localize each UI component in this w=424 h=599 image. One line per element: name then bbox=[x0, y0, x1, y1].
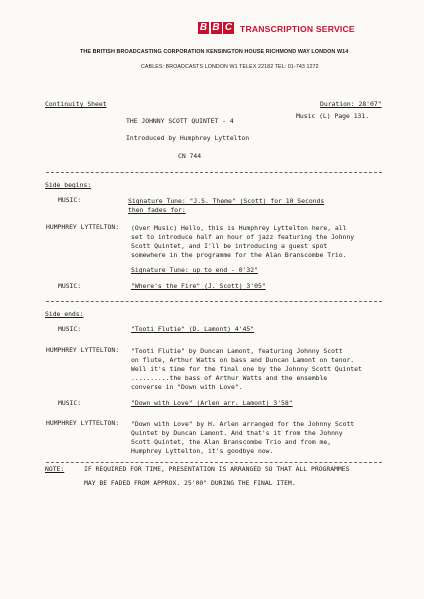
divider bbox=[46, 172, 382, 173]
bbc-logo-letter: B bbox=[212, 22, 220, 33]
bbc-logo-letter: C bbox=[224, 22, 233, 33]
duration: Duration: 28'07" bbox=[320, 100, 382, 108]
cue-text: "Where's the Fire" (J. Scott) 3'05" bbox=[131, 282, 266, 290]
cue-text: "Tooti Flutie" (D. Lamont) 4'45" bbox=[131, 325, 255, 333]
introduced-by: Introduced by Humphrey Lyttelton bbox=[126, 134, 250, 142]
music-page: Music (L) Page 131. bbox=[296, 112, 370, 120]
bbc-logo-letter: B bbox=[199, 22, 208, 33]
cue-text: Signature Tune: "J.S. Theme" (Scott) for 10 Seconds then fades for: bbox=[128, 197, 325, 214]
speaker-label: HUMPHREY LYTTELTON: bbox=[46, 346, 120, 354]
speaker-label: MUSIC: bbox=[58, 399, 82, 407]
cue-text: (Over Music) Hello, this is Humphrey Lyttelton here, all set to introduce half an hour of jazz featuring the Johnny Scott Quintet, and I'll be introducing a guest spot somewhere in the programme for the Alan Branscombe Trio. bbox=[131, 224, 355, 259]
cn-number: CN 744 bbox=[178, 152, 202, 160]
speaker-label: MUSIC: bbox=[58, 282, 82, 290]
programme-title: THE JOHNNY SCOTT QUINTET - 4 bbox=[126, 117, 234, 125]
divider bbox=[46, 301, 382, 302]
side-begins-heading: Side begins: bbox=[45, 181, 92, 189]
continuity-sheet-label: Continuity Sheet bbox=[45, 100, 107, 108]
cue-text: Signature Tune: up to end - 0'32" bbox=[131, 266, 258, 274]
cue-text: "Tooti Flutie" by Duncan Lamont, featuring Johnny Scott on flute, Arthur Watts on bass and Duncan Lamont on tenor. Well it's time for the final one by the Johnny Scott Quintet ..........the bass of Arthur Watts and the ensemble converse in "Down with Love". bbox=[131, 347, 362, 391]
divider bbox=[46, 462, 382, 463]
speaker-label: HUMPHREY LYTTELTON: bbox=[46, 223, 120, 231]
side-ends-heading: Side ends: bbox=[45, 310, 84, 318]
speaker-label: HUMPHREY LYTTELTON: bbox=[46, 419, 120, 427]
speaker-label: MUSIC: bbox=[58, 196, 82, 204]
cue-text: "Down with Love" by H. Arlen arranged for the Johnny Scott Quintet by Duncan Lamont. And that's it from the Johnny Scott Quintet, the Alan Branscombe Trio and from me, Humphrey Lyttelton, it's goodbye now. bbox=[131, 420, 355, 455]
note-text: IF REQUIRED FOR TIME, PRESENTATION IS ARRANGED SO THAT ALL PROGRAMMES bbox=[84, 465, 350, 473]
speaker-label: MUSIC: bbox=[58, 325, 82, 333]
service-title: TRANSCRIPTION SERVICE bbox=[240, 24, 355, 34]
note-label: NOTE: bbox=[45, 465, 65, 473]
bbc-logo bbox=[198, 22, 234, 34]
organisation-address: THE BRITISH BROADCASTING CORPORATION KENSINGTON HOUSE RICHMOND WAY LONDON W14 bbox=[80, 49, 349, 55]
cables-line: CABLES: BROADCASTS LONDON W1 TELEX 22182 TEL: 01-743 1272 bbox=[141, 64, 319, 70]
cue-text: "Down with Love" (Arlen arr. Lamont) 3'58" bbox=[131, 399, 293, 407]
note-text: MAY BE FADED FROM APPROX. 25'00" DURING THE FINAL ITEM. bbox=[84, 479, 296, 487]
